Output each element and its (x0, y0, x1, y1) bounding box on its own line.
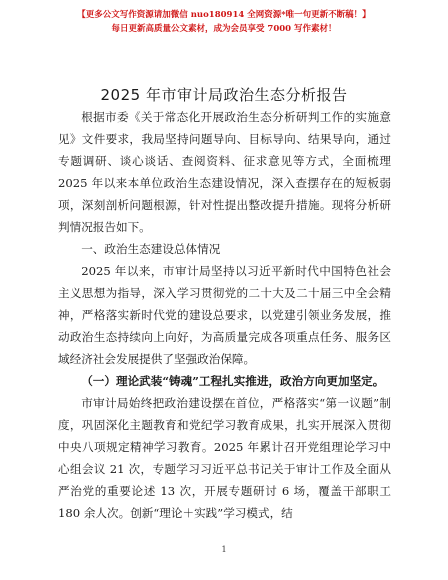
document-title: 2025 年市审计局政治生态分析报告 (100, 86, 348, 104)
document-body (58, 106, 391, 524)
paragraph-theory: 市审计局始终把政治建设摆在首位，严格落实“第一议题”制度，巩固深化主题教育和党纪学习教育成果，扎实开展深入贯彻中央八项规定精神学习教育。2025 年累计召开党组理论学习中心组会议 21 次，专题学习习近平总书记关于审计工作及全面从严治党的重要论述 13 次，开展专题研讨 6 场，覆盖干部职工 180 余人次。创新“理论＋实践”学习模式，结 (58, 396, 391, 520)
promo-header-line-2: 每日更新高质量公文素材，成为会员享受 7000 写作素材！ (111, 24, 337, 34)
promo-header-line-1: 【更多公文写作资源请加微信 nuo180914 全网资源*唯一句更新不断稿！】 (77, 10, 371, 20)
paragraph-overview: 2025 年以来，市审计局坚持以习近平新时代中国特色社会主义思想为指导，深入学习贯彻党的二十大及二十届三中全会精神，严格落实新时代党的建设总要求，以党建引领业务发展，推动政治生态持续向上向好，为高质量完成各项重点任务、服务区域经济社会发展提供了坚强政治保障。 (58, 264, 391, 366)
promo-header (0, 8, 448, 36)
subsection-heading-1: （一）理论武装“铸魂”工程扎实推进，政治方向更加坚定。 (81, 374, 385, 388)
page-number: 1 (221, 545, 227, 554)
paragraph-intro: 根据市委《关于常态化开展政治生态分析研判工作的实施意见》文件要求，我局坚持问题导向、目标导向、结果导向，通过专题调研、谈心谈话、查阅资料、征求意见等方式，全面梳理 2025 年以来本单位政治生态建设情况，深入查摆存在的短板弱项，深刻剖析问题根源，针对性提出整改提升措施。现将分析研判情况报告如下。 (58, 110, 391, 234)
section-heading-1: 一、政治生态建设总体情况 (81, 242, 221, 256)
